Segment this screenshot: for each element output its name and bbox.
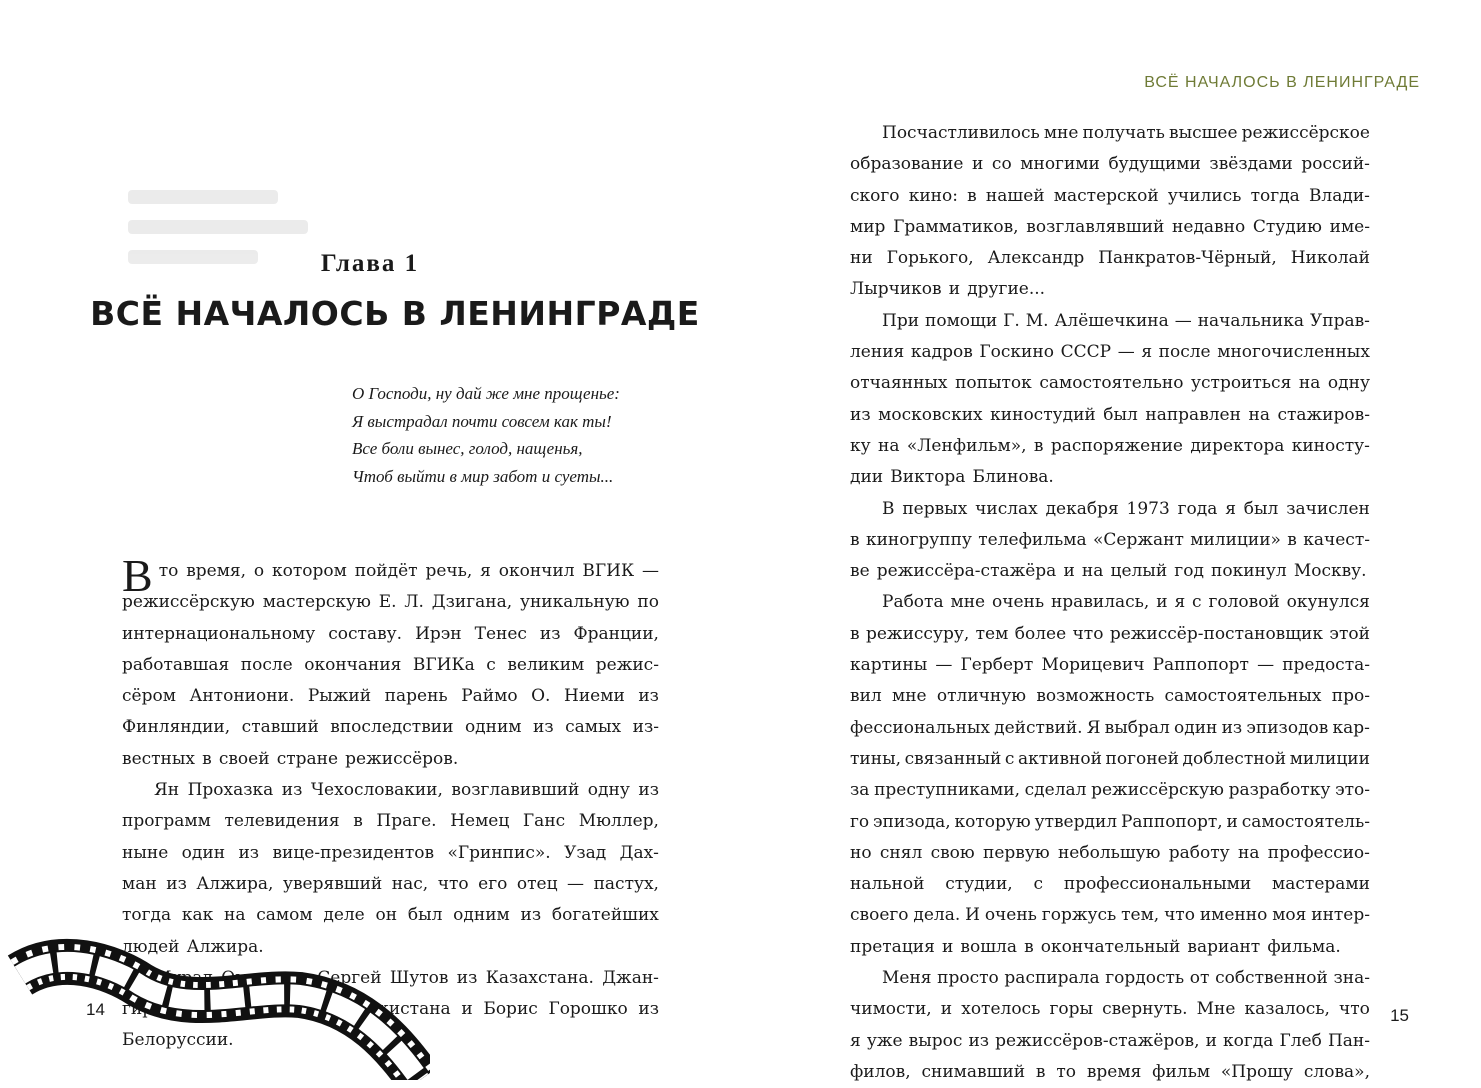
text-line: фессиональных действий. Я выбрал один из эпизодов кар- (850, 717, 1370, 738)
text-line: При помощи Г. М. Алёшечкина — начальника Управ- (882, 310, 1370, 331)
epigraph-line: Я выстрадал почти совсем как ты! (352, 411, 612, 431)
text-line: гир Шахмурадов из Таджикистана и Борис Горошко из (122, 999, 659, 1020)
left-page (0, 0, 740, 1080)
text-line: из московских киностудий был направлен на стажиров- (850, 404, 1370, 425)
text-line: Мурад Оморов и Сергей Шутов из Казахстана. Джан- (154, 967, 659, 988)
text-line: но снял свою первую небольшую работу на профессио- (850, 842, 1370, 863)
text-line: ман из Алжира, уверявший нас, что его отец — пастух, (122, 873, 659, 894)
chapter-title: ВСЁ НАЧАЛОСЬ В ЛЕНИНГРАДЕ (90, 294, 700, 333)
text-line: ку на «Ленфильм», в распоряжение директора киносту- (850, 435, 1370, 456)
text-line: Работа мне очень нравилась, и я с головой окунулся (882, 592, 1370, 613)
text-line: вестных в своей стране режиссёров. (122, 748, 459, 769)
text-line: людей Алжира. (122, 936, 264, 957)
epigraph-line: О Господи, ну дай же мне прощенье: (352, 384, 620, 403)
film-strip-icon (0, 935, 430, 1080)
text-line: своего дела. И очень горжусь тем, что именно моя интер- (850, 905, 1370, 926)
text-line: я уже вырос из режиссёров-стажёров, и когда Глеб Пан- (850, 1030, 1370, 1051)
text-line: В то время, о котором пойдёт речь, я окончил ВГИК — (122, 550, 659, 602)
text-line: работавшая после окончания ВГИКа с великим режис- (122, 654, 659, 675)
text-line: мир Грамматиков, возглавлявший недавно Студию име- (850, 216, 1370, 237)
text-line: В первых числах декабря 1973 года я был зачислен (882, 498, 1370, 519)
text-line: филов, снимавший в то время фильм «Прошу слова», (850, 1061, 1370, 1082)
text-line: режиссёрскую мастерскую Е. Л. Дзигана, уникальную по (122, 592, 659, 613)
text-line: ве режиссёра-стажёра и на целый год покинул Москву. (850, 561, 1367, 582)
text-line: тины, связанный с активной погоней доблестной милиции (850, 748, 1370, 769)
text-line: Ян Прохазка из Чехословакии, возглавивший одну из (154, 780, 659, 801)
epigraph-line: Чтоб выйти в мир забот и суеты... (352, 466, 614, 486)
text-line: ныне один из вице-президентов «Гринпис». Узад Дах- (122, 842, 659, 863)
epigraph (352, 380, 692, 490)
text-line: Посчастливилось мне получать высшее режиссёрское (882, 123, 1370, 143)
text-line: в режиссуру, тем более что режиссёр-постановщик этой (850, 623, 1370, 644)
text-line: вил мне отличную возможность самостоятельных про- (850, 686, 1370, 707)
page-number: 15 (1390, 1006, 1409, 1025)
drop-cap: В (122, 550, 153, 602)
text-line: Белоруссии. (122, 1030, 234, 1051)
text-line: картины — Герберт Морицевич Раппопорт — предоста- (850, 655, 1370, 676)
text-line: за преступниками, сделал режиссёрскую разработку это- (850, 780, 1370, 801)
text-line: в киногруппу телефильма «Сержант милиции» в качест- (850, 529, 1370, 550)
text-line: дии Виктора Блинова. (850, 467, 1054, 488)
text-line: Лырчиков и другие... (850, 279, 1046, 300)
right-body-text (850, 118, 1370, 1088)
text-line: ления кадров Госкино СССР — я после многочисленных (850, 342, 1370, 363)
text-line: претация и вошла в окончательный вариант фильма. (850, 936, 1341, 957)
running-head: ВСЁ НАЧАЛОСЬ В ЛЕНИНГРАДЕ (1144, 74, 1420, 91)
chapter-label: Глава 1 (320, 250, 420, 277)
text-line: программ телевидения в Праге. Немец Ганс Мюллер, (122, 811, 659, 832)
text-line: Финляндии, ставший впоследствии одним из самых из- (122, 717, 659, 738)
text-line: тогда как на самом деле он был одним из богатейших (122, 905, 659, 926)
text-line: отчаянных попыток самостоятельно устроиться на одну (850, 373, 1370, 394)
page-number: 14 (86, 1000, 105, 1019)
text-line: ского кино: в нашей мастерской учились тогда Влади- (850, 185, 1370, 206)
text-line: нальной студии, с профессиональными мастерами (850, 874, 1370, 895)
text-line: интернациональному составу. Ирэн Тенес из Франции, (122, 623, 659, 644)
text-line: ни Горького, Александр Панкратов-Чёрный, Николай (850, 248, 1370, 269)
epigraph-line: Все боли вынес, голод, нащенья, (352, 439, 583, 458)
text-line: сёром Антониони. Рыжий парень Раймо О. Ниеми из (122, 686, 659, 707)
text-line: го эпизода, которую утвердил Раппопорт, и самостоятель- (850, 811, 1370, 832)
text-line: чимости, и хотелось горы свернуть. Мне казалось, что (850, 999, 1370, 1020)
text-line: Меня просто распирала гордость от собственной зна- (882, 968, 1370, 989)
text-line: образование и со многими будущими звёздами россий- (850, 154, 1370, 175)
